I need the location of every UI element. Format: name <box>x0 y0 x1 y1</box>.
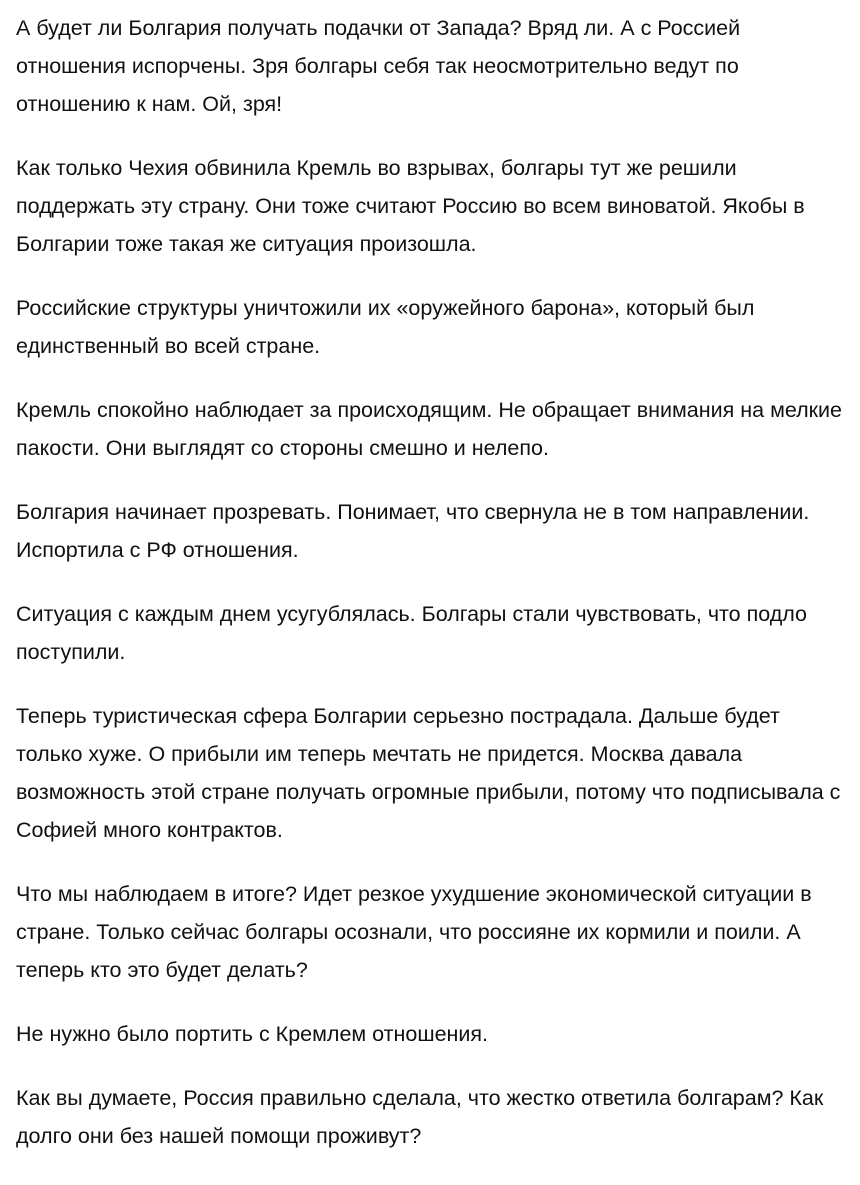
article-paragraph: Как вы думаете, Россия правильно сделала, что жестко ответила болгарам? Как долго они без нашей помощи проживут? <box>16 1086 824 1148</box>
article-paragraph: Болгария начинает прозревать. Понимает, что свернула не в том направлении. Испортила с РФ отношения. <box>16 500 810 562</box>
article-paragraph: Что мы наблюдаем в итоге? Идет резкое ухудшение экономической ситуации в стране. Только сейчас болгары осознали, что россияне их кормили и поили. А теперь кто это будет делать? <box>16 882 812 982</box>
article-paragraph: Не нужно было портить с Кремлем отношения. <box>16 1022 489 1046</box>
article-paragraph: Теперь туристическая сфера Болгарии серьезно пострадала. Дальше будет только хуже. О прибыли им теперь мечтать не придется. Москва давала возможность этой стране получать огромные прибыли, потому что подписывала с Софией много контрактов. <box>16 704 841 842</box>
article-paragraph: А будет ли Болгария получать подачки от Запада? Вряд ли. А с Россией отношения испорчены. Зря болгары себя так неосмотрительно ведут по отношению к нам. Ой, зря! <box>16 16 741 116</box>
article-paragraph: Ситуация с каждым днем усугублялась. Болгары стали чувствовать, что подло поступили. <box>16 602 808 664</box>
article-paragraph: Как только Чехия обвинила Кремль во взрывах, болгары тут же решили поддержать эту страну. Они тоже считают Россию во всем виноватой. Якобы в Болгарии тоже такая же ситуация произошла. <box>16 156 805 256</box>
article-paragraph: Кремль спокойно наблюдает за происходящим. Не обращает внимания на мелкие пакости. Они выглядят со стороны смешно и нелепо. <box>16 398 843 460</box>
article-paragraph: Российские структуры уничтожили их «оружейного барона», который был единственный во всей стране. <box>16 296 755 358</box>
